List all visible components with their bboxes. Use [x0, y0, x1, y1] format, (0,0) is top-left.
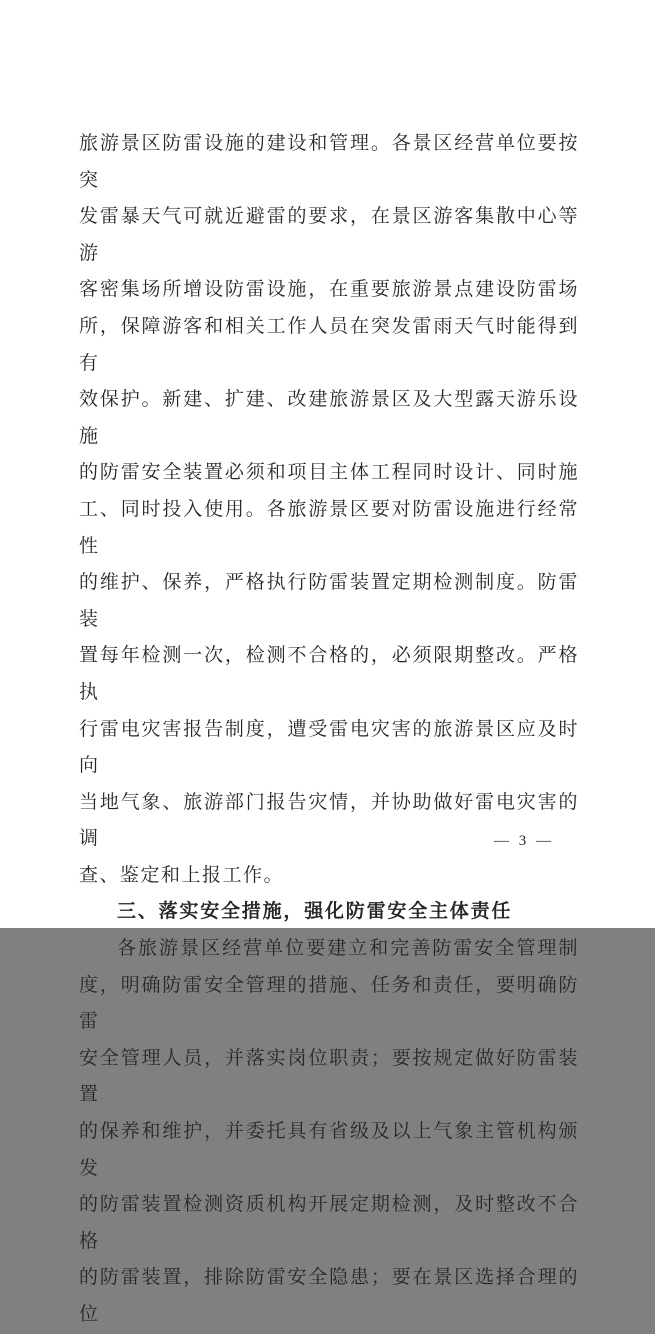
section-heading: 三、落实安全措施，强化防雷安全主体责任 — [117, 901, 513, 923]
text-line: 工、同时投入使用。各旅游景区要对防雷设施进行经常性 — [79, 498, 579, 557]
text-line: 行雷电灾害报告制度，遭受雷电灾害的旅游景区应及时向 — [79, 718, 579, 777]
text-line: 的维护、保养，严格执行防雷装置定期检测制度。防雷装 — [79, 572, 579, 630]
text-line: 各旅游景区经营单位要建立和完善防雷安全管理制 — [117, 938, 579, 960]
text-line: 旅游景区防雷设施的建设和管理。各景区经营单位要按突 — [79, 133, 579, 191]
text-line: 所，保障游客和相关工作人员在突发雷雨天气时能得到有 — [79, 315, 579, 374]
paragraph-section-three — [79, 931, 579, 1334]
text-line: 置每年检测一次，检测不合格的，必须限期整改。严格执 — [79, 645, 579, 703]
paragraph-continued-from-previous-page — [79, 126, 579, 894]
text-line: 安全管理人员，并落实岗位职责；要按规定做好防雷装置 — [79, 1047, 579, 1106]
text-line: 查、鉴定和上报工作。 — [79, 864, 285, 886]
text-line: 发雷暴天气可就近避雷的要求，在景区游客集散中心等游 — [79, 206, 579, 264]
document-body — [79, 126, 579, 1334]
page-number: — 3 — — [494, 833, 554, 849]
text-line: 的防雷装置，排除防雷安全隐患；要在景区选择合理的位 — [79, 1267, 579, 1325]
text-line: 客密集场所增设防雷设施，在重要旅游景点建设防雷场 — [79, 279, 579, 301]
text-line: 当地气象、旅游部门报告灾情，并协助做好雷电灾害的调 — [79, 791, 579, 850]
text-line: 的防雷装置检测资质机构开展定期检测，及时整改不合格 — [79, 1194, 579, 1252]
text-line: 度，明确防雷安全管理的措施、任务和责任，要明确防雷 — [79, 974, 579, 1033]
text-line: 的保养和维护，并委托具有省级及以上气象主管机构颁发 — [79, 1121, 579, 1179]
text-line: 效保护。新建、扩建、改建旅游景区及大型露天游乐设施 — [79, 389, 579, 447]
text-line: 的防雷安全装置必须和项目主体工程同时设计、同时施 — [79, 462, 579, 484]
